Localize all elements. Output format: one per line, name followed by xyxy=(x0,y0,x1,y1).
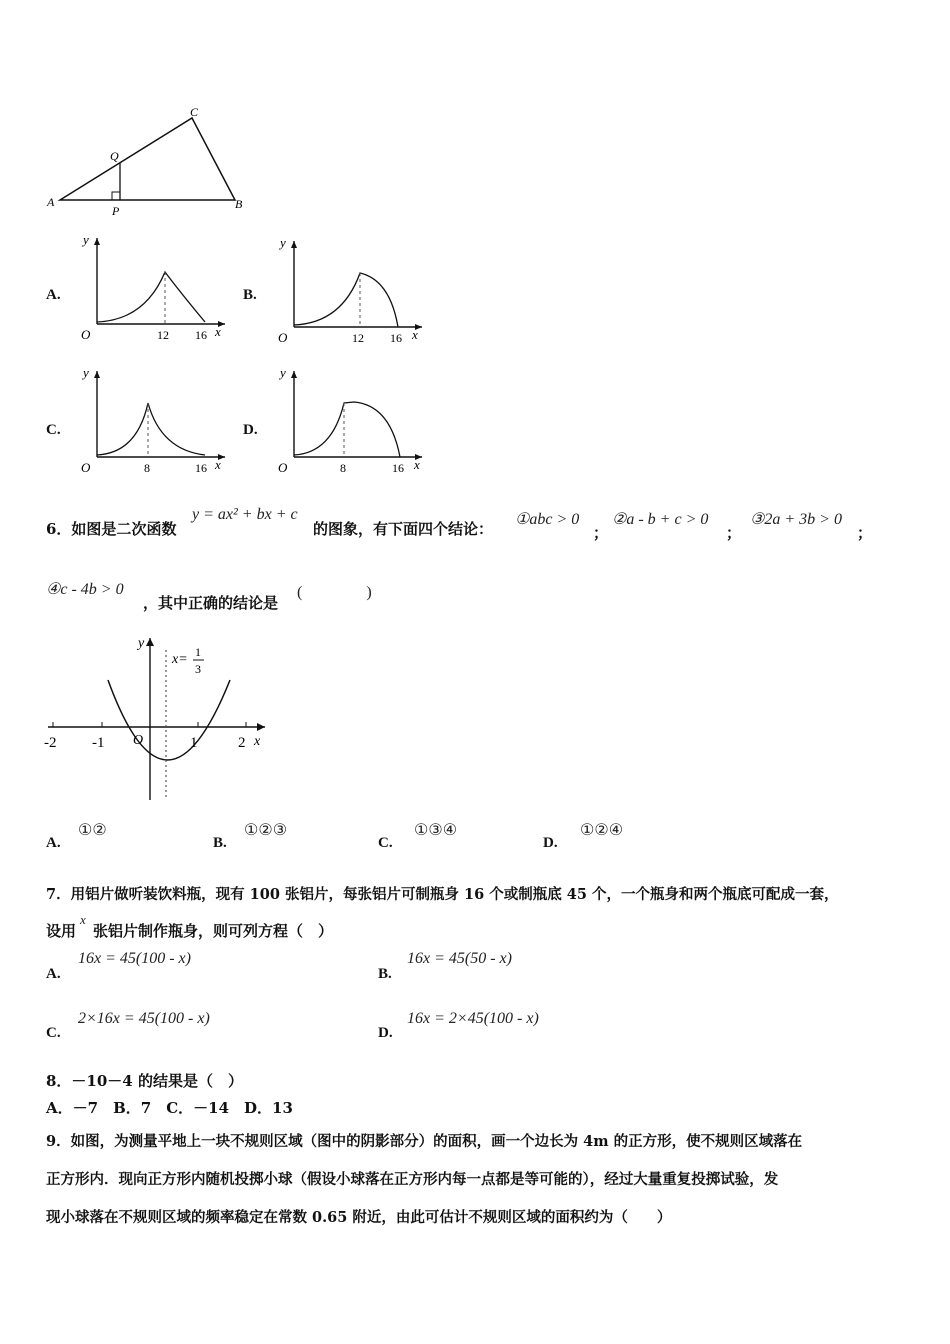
svg-text:O: O xyxy=(278,460,288,475)
q7-option-c-label[interactable]: C. xyxy=(46,1025,61,1041)
q7-option-d-value[interactable]: 16x = 2×45(100 - x) xyxy=(407,1010,539,1027)
q7-option-b-value[interactable]: 16x = 45(50 - x) xyxy=(407,950,512,967)
svg-text:O: O xyxy=(81,327,91,342)
svg-text:2: 2 xyxy=(238,735,246,751)
vertex-p: P xyxy=(112,204,120,218)
svg-text:y: y xyxy=(138,636,145,651)
svg-text:x: x xyxy=(215,324,221,339)
svg-text:O: O xyxy=(133,733,144,748)
svg-text:16: 16 xyxy=(390,331,402,345)
svg-text:y: y xyxy=(83,232,89,247)
svg-text:1: 1 xyxy=(195,645,201,659)
svg-text:-2: -2 xyxy=(44,735,57,751)
svg-text:O: O xyxy=(278,330,288,345)
vertex-b: B xyxy=(235,197,243,211)
q6-option-a-label[interactable]: A. xyxy=(46,835,61,851)
svg-text:O: O xyxy=(81,460,91,475)
q7-line-2b: 张铝片制作瓶身，则可列方程（ ） xyxy=(93,922,334,940)
svg-text:y: y xyxy=(280,365,286,380)
q5-option-d-label[interactable]: D. xyxy=(243,422,258,438)
q9-line-1: 9．如图，为测量平地上一块不规则区域（图中的阴影部分）的面积，画一个边长为 4m 的正方形，使不规则区域落在 xyxy=(46,1133,803,1150)
q7-line-2a: 设用 xyxy=(46,922,77,940)
q6-conclusion-1: ①abc > 0 xyxy=(515,511,580,528)
q7-var-x: x xyxy=(80,912,86,927)
q5-option-b-label[interactable]: B. xyxy=(243,287,257,303)
q6-suffix: ，其中正确的结论是 xyxy=(143,594,279,612)
q7-option-c-value[interactable]: 2×16x = 45(100 - x) xyxy=(78,1010,210,1027)
svg-text:x: x xyxy=(412,327,418,342)
q5-graph-b[interactable] xyxy=(272,235,427,355)
q6-option-c-label[interactable]: C. xyxy=(378,835,393,851)
svg-text:-1: -1 xyxy=(92,735,105,751)
q6-prefix: 6．如图是二次函数 xyxy=(46,520,177,538)
svg-text:3: 3 xyxy=(195,662,201,676)
q6-option-c-value[interactable]: ①③④ xyxy=(414,822,458,839)
q7-option-a-value[interactable]: 16x = 45(100 - x) xyxy=(78,950,191,967)
q5-graph-d[interactable] xyxy=(272,365,427,485)
q9-line-3: 现小球落在不规则区域的频率稳定在常数 0.65 附近，由此可估计不规则区域的面积约为（ ） xyxy=(46,1209,672,1226)
svg-text:16: 16 xyxy=(392,461,404,475)
q8-question: 8．－10－4 的结果是（ ） xyxy=(46,1072,243,1090)
vertex-c: C xyxy=(190,105,199,119)
q5-graph-a[interactable] xyxy=(75,232,230,352)
q7-option-b-label[interactable]: B. xyxy=(378,966,392,982)
q6-option-a-value[interactable]: ①② xyxy=(78,822,107,839)
q6-answer-paren: ( ) xyxy=(297,584,372,601)
q6-sep-2: ； xyxy=(726,524,742,542)
q6-conclusion-3: ③2a + 3b > 0 xyxy=(750,511,842,528)
svg-text:y: y xyxy=(83,365,89,380)
q6-function: y = ax² + bx + c xyxy=(192,506,298,523)
q6-conclusion-2: ②a - b + c > 0 xyxy=(612,511,709,528)
svg-text:x: x xyxy=(254,734,261,749)
q6-option-d-value[interactable]: ①②④ xyxy=(580,822,624,839)
q9-line-2: 正方形内．现向正方形内随机投掷小球（假设小球落在正方形内每一点都是等可能的），经过大量重复投掷试验，发 xyxy=(46,1171,779,1188)
svg-text:16: 16 xyxy=(195,328,207,342)
q6-option-b-label[interactable]: B. xyxy=(213,835,227,851)
svg-text:1: 1 xyxy=(190,735,198,751)
svg-text:12: 12 xyxy=(157,328,169,342)
svg-text:8: 8 xyxy=(144,461,150,475)
q6-option-d-label[interactable]: D. xyxy=(543,835,558,851)
q5-option-c-label[interactable]: C. xyxy=(46,422,61,438)
q7-line-1: 7．用铝片做听装饮料瓶，现有 100 张铝片，每张铝片可制瓶身 16 个或制瓶底 45 个，一个瓶身和两个瓶底可配成一套， xyxy=(46,886,839,903)
svg-text:x=: x= xyxy=(172,652,188,667)
q7-option-d-label[interactable]: D. xyxy=(378,1025,393,1041)
svg-text:8: 8 xyxy=(340,461,346,475)
vertex-a: A xyxy=(47,195,55,209)
svg-text:x: x xyxy=(215,457,221,472)
q6-conclusion-4: ④c - 4b > 0 xyxy=(46,581,124,598)
q5-option-a-label[interactable]: A. xyxy=(46,287,61,303)
q8-options[interactable]: A．－7 B．7 C．－14 D．13 xyxy=(46,1099,293,1117)
q5-graph-c[interactable] xyxy=(75,365,230,485)
q6-sep-1: ； xyxy=(593,524,609,542)
q6-sep-3: ； xyxy=(857,524,873,542)
q7-option-a-label[interactable]: A. xyxy=(46,966,61,982)
svg-text:y: y xyxy=(280,235,286,250)
triangle-figure xyxy=(40,100,250,220)
q6-parabola-graph xyxy=(40,630,270,805)
q6-middle: 的图象，有下面四个结论： xyxy=(313,520,494,538)
vertex-q: Q xyxy=(110,149,119,163)
svg-text:x: x xyxy=(414,457,420,472)
svg-text:12: 12 xyxy=(352,331,364,345)
svg-text:16: 16 xyxy=(195,461,207,475)
q6-option-b-value[interactable]: ①②③ xyxy=(244,822,288,839)
